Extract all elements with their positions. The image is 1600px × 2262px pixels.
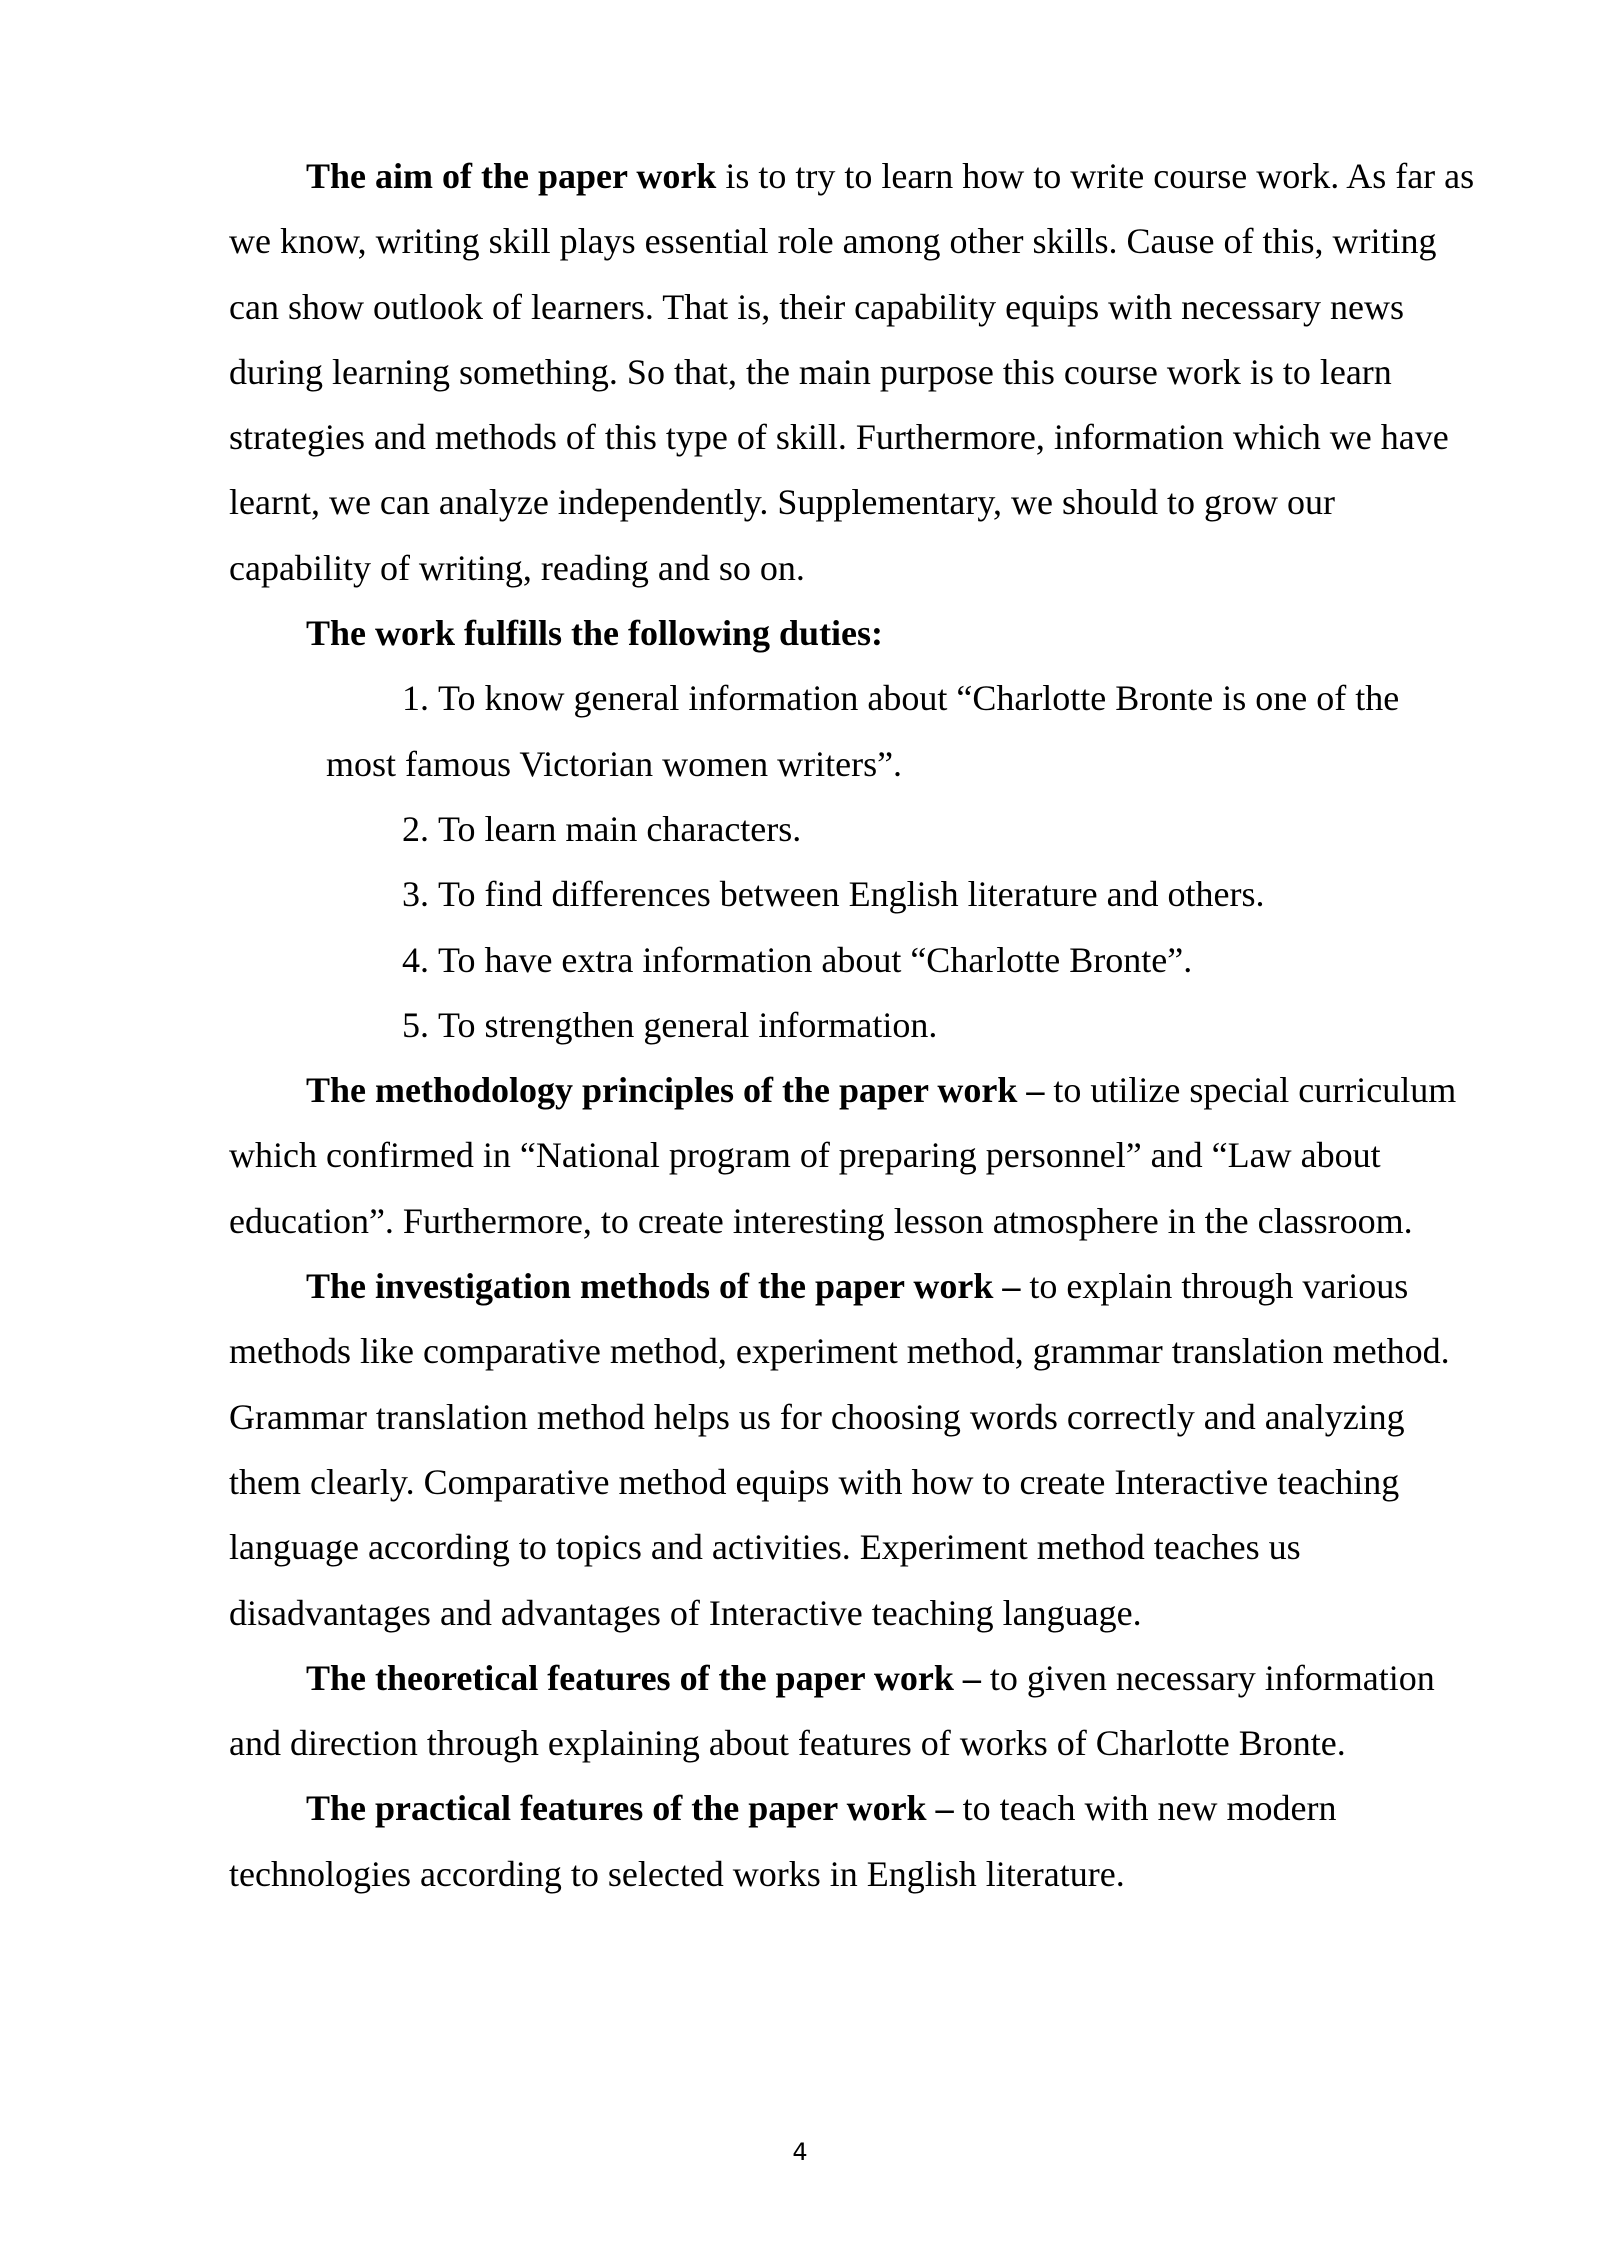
practical-text: to teach with new modern technologies according to selected works in English literature. (229, 1788, 1337, 1894)
list-item-number: 4. (402, 939, 429, 980)
list-item-text: To have extra information about “Charlotte Bronte”. (438, 939, 1193, 980)
duties-heading: The work fulfills the following duties: (306, 613, 884, 654)
methodology-text: to utilize special curriculum which confirmed in “National program of preparing personnel” and “Law about education”. Furthermore, to create interesting lesson atmosphere in the classroom. (229, 1070, 1457, 1241)
list-item-number: 2. (402, 808, 429, 849)
methodology-heading: The methodology principles of the paper work – (306, 1070, 1045, 1111)
theoretical-heading: The theoretical features of the paper work – (306, 1657, 981, 1698)
page-body (229, 144, 1479, 1907)
theoretical-paragraph (229, 1646, 1479, 1777)
theoretical-text: to given necessary information and direction through explaining about features of works of Charlotte Bronte. (229, 1657, 1435, 1764)
practical-paragraph (229, 1776, 1479, 1907)
list-item (229, 797, 1479, 862)
list-item-number: 1. (402, 678, 429, 719)
list-item-text: To learn main characters. (438, 808, 802, 849)
investigation-heading: The investigation methods of the paper work – (306, 1266, 1021, 1307)
list-item (229, 928, 1479, 993)
investigation-paragraph (229, 1254, 1479, 1646)
list-item-number: 5. (402, 1004, 429, 1045)
list-item-text: To find differences between English literature and others. (438, 874, 1265, 915)
list-item (229, 666, 1479, 797)
list-item-text-continued: most famous Victorian women writers”. (326, 743, 903, 784)
list-item-text: To know general information about “Charlotte Bronte is one of the (438, 678, 1400, 719)
list-item (229, 993, 1479, 1058)
aim-text: is to try to learn how to write course work. As far as we know, writing skill plays essential role among other skills. Cause of this, writing can show outlook of learners. That is, their capability equips with necessary news during learning something. So that, the main purpose this course work is to learn strategies and methods of this type of skill. Furthermore, information which we have learnt, we can analyze independently. Supplementary, we should to grow our capability of writing, reading and so on. (229, 156, 1475, 588)
methodology-paragraph (229, 1058, 1479, 1254)
page-number: 4 (792, 2138, 808, 2166)
investigation-text: to explain through various methods like comparative method, experiment method, grammar translation method. Grammar translation method helps us for choosing words correctly and analyzing them clearly. Comparative method equips with how to create Interactive teaching language according to topics and activities. Experiment method teaches us disadvantages and advantages of Interactive teaching language. (229, 1266, 1450, 1633)
aim-heading: The aim of the paper work (306, 156, 717, 196)
duties-heading-paragraph (229, 601, 1479, 666)
duties-list (229, 666, 1479, 1058)
list-item-number: 3. (402, 874, 429, 915)
list-item-text: To strengthen general information. (438, 1004, 938, 1045)
practical-heading: The practical features of the paper work – (306, 1788, 954, 1829)
aim-paragraph (229, 144, 1479, 601)
list-item (229, 862, 1479, 927)
